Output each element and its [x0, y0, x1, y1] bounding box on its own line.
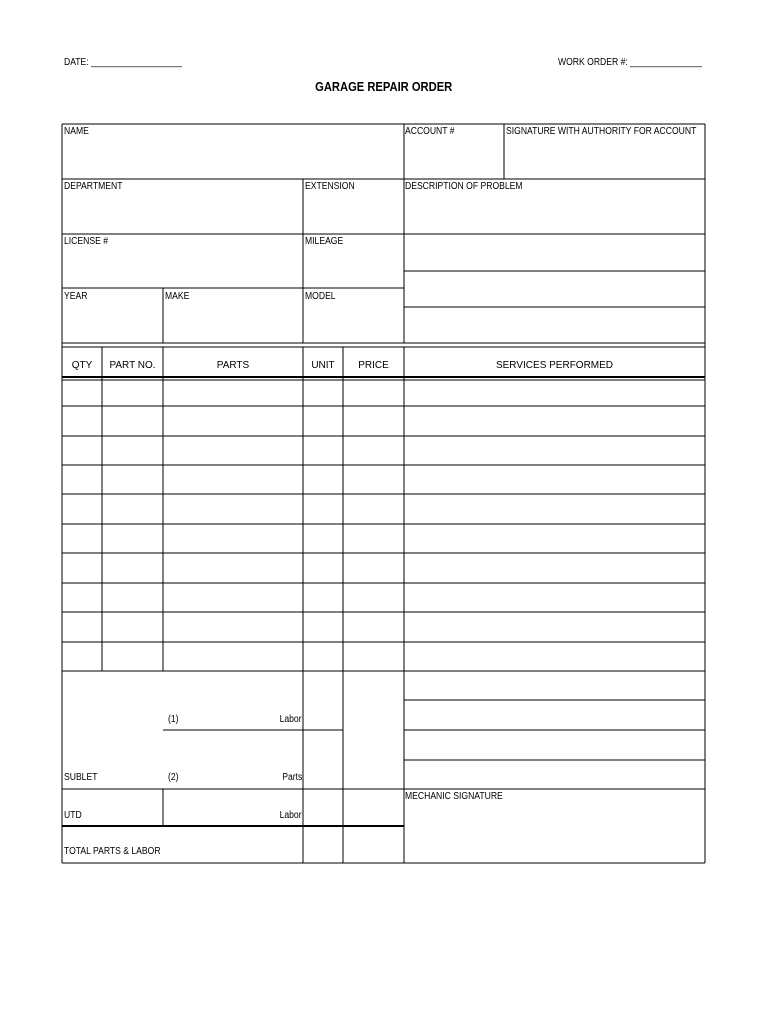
labor2-label: Labor	[280, 810, 302, 821]
make-field: MAKE	[165, 291, 190, 302]
model-field: MODEL	[305, 291, 336, 302]
line2-number: (2)	[168, 772, 179, 783]
mechanic-signature-label: MECHANIC SIGNATURE	[405, 791, 503, 802]
col-header-parts: PARTS	[216, 360, 250, 371]
line1-number: (1)	[168, 714, 179, 725]
work-order-label: WORK ORDER #: _______________	[558, 57, 702, 68]
utd-label: UTD	[64, 810, 82, 821]
col-header-unit: UNIT	[311, 360, 335, 371]
col-header-qty: QTY	[71, 360, 93, 371]
year-field: YEAR	[64, 291, 88, 302]
labor1-label: Labor	[280, 714, 302, 725]
parts-label: Parts	[281, 772, 302, 783]
mileage-field: MILEAGE	[305, 236, 344, 247]
description-field: DESCRIPTION OF PROBLEM	[405, 181, 523, 192]
col-header-services: SERVICES PERFORMED	[495, 360, 614, 371]
department-field: DEPARTMENT	[64, 181, 123, 192]
date-label: DATE: ___________________	[64, 57, 182, 68]
page-title	[0, 79, 768, 94]
sublet-label: SUBLET	[64, 772, 98, 783]
col-header-price: PRICE	[358, 360, 389, 371]
total-parts-labor-label: TOTAL PARTS & LABOR	[64, 846, 161, 857]
page-title-text: GARAGE REPAIR ORDER	[315, 79, 453, 94]
signature-authority-field: SIGNATURE WITH AUTHORITY FOR ACCOUNT	[506, 126, 697, 137]
extension-field: EXTENSION	[305, 181, 355, 192]
account-field: ACCOUNT #	[405, 126, 455, 137]
col-header-part-no: PART NO.	[109, 360, 156, 371]
name-field: NAME	[64, 126, 89, 137]
license-field: LICENSE #	[64, 236, 108, 247]
